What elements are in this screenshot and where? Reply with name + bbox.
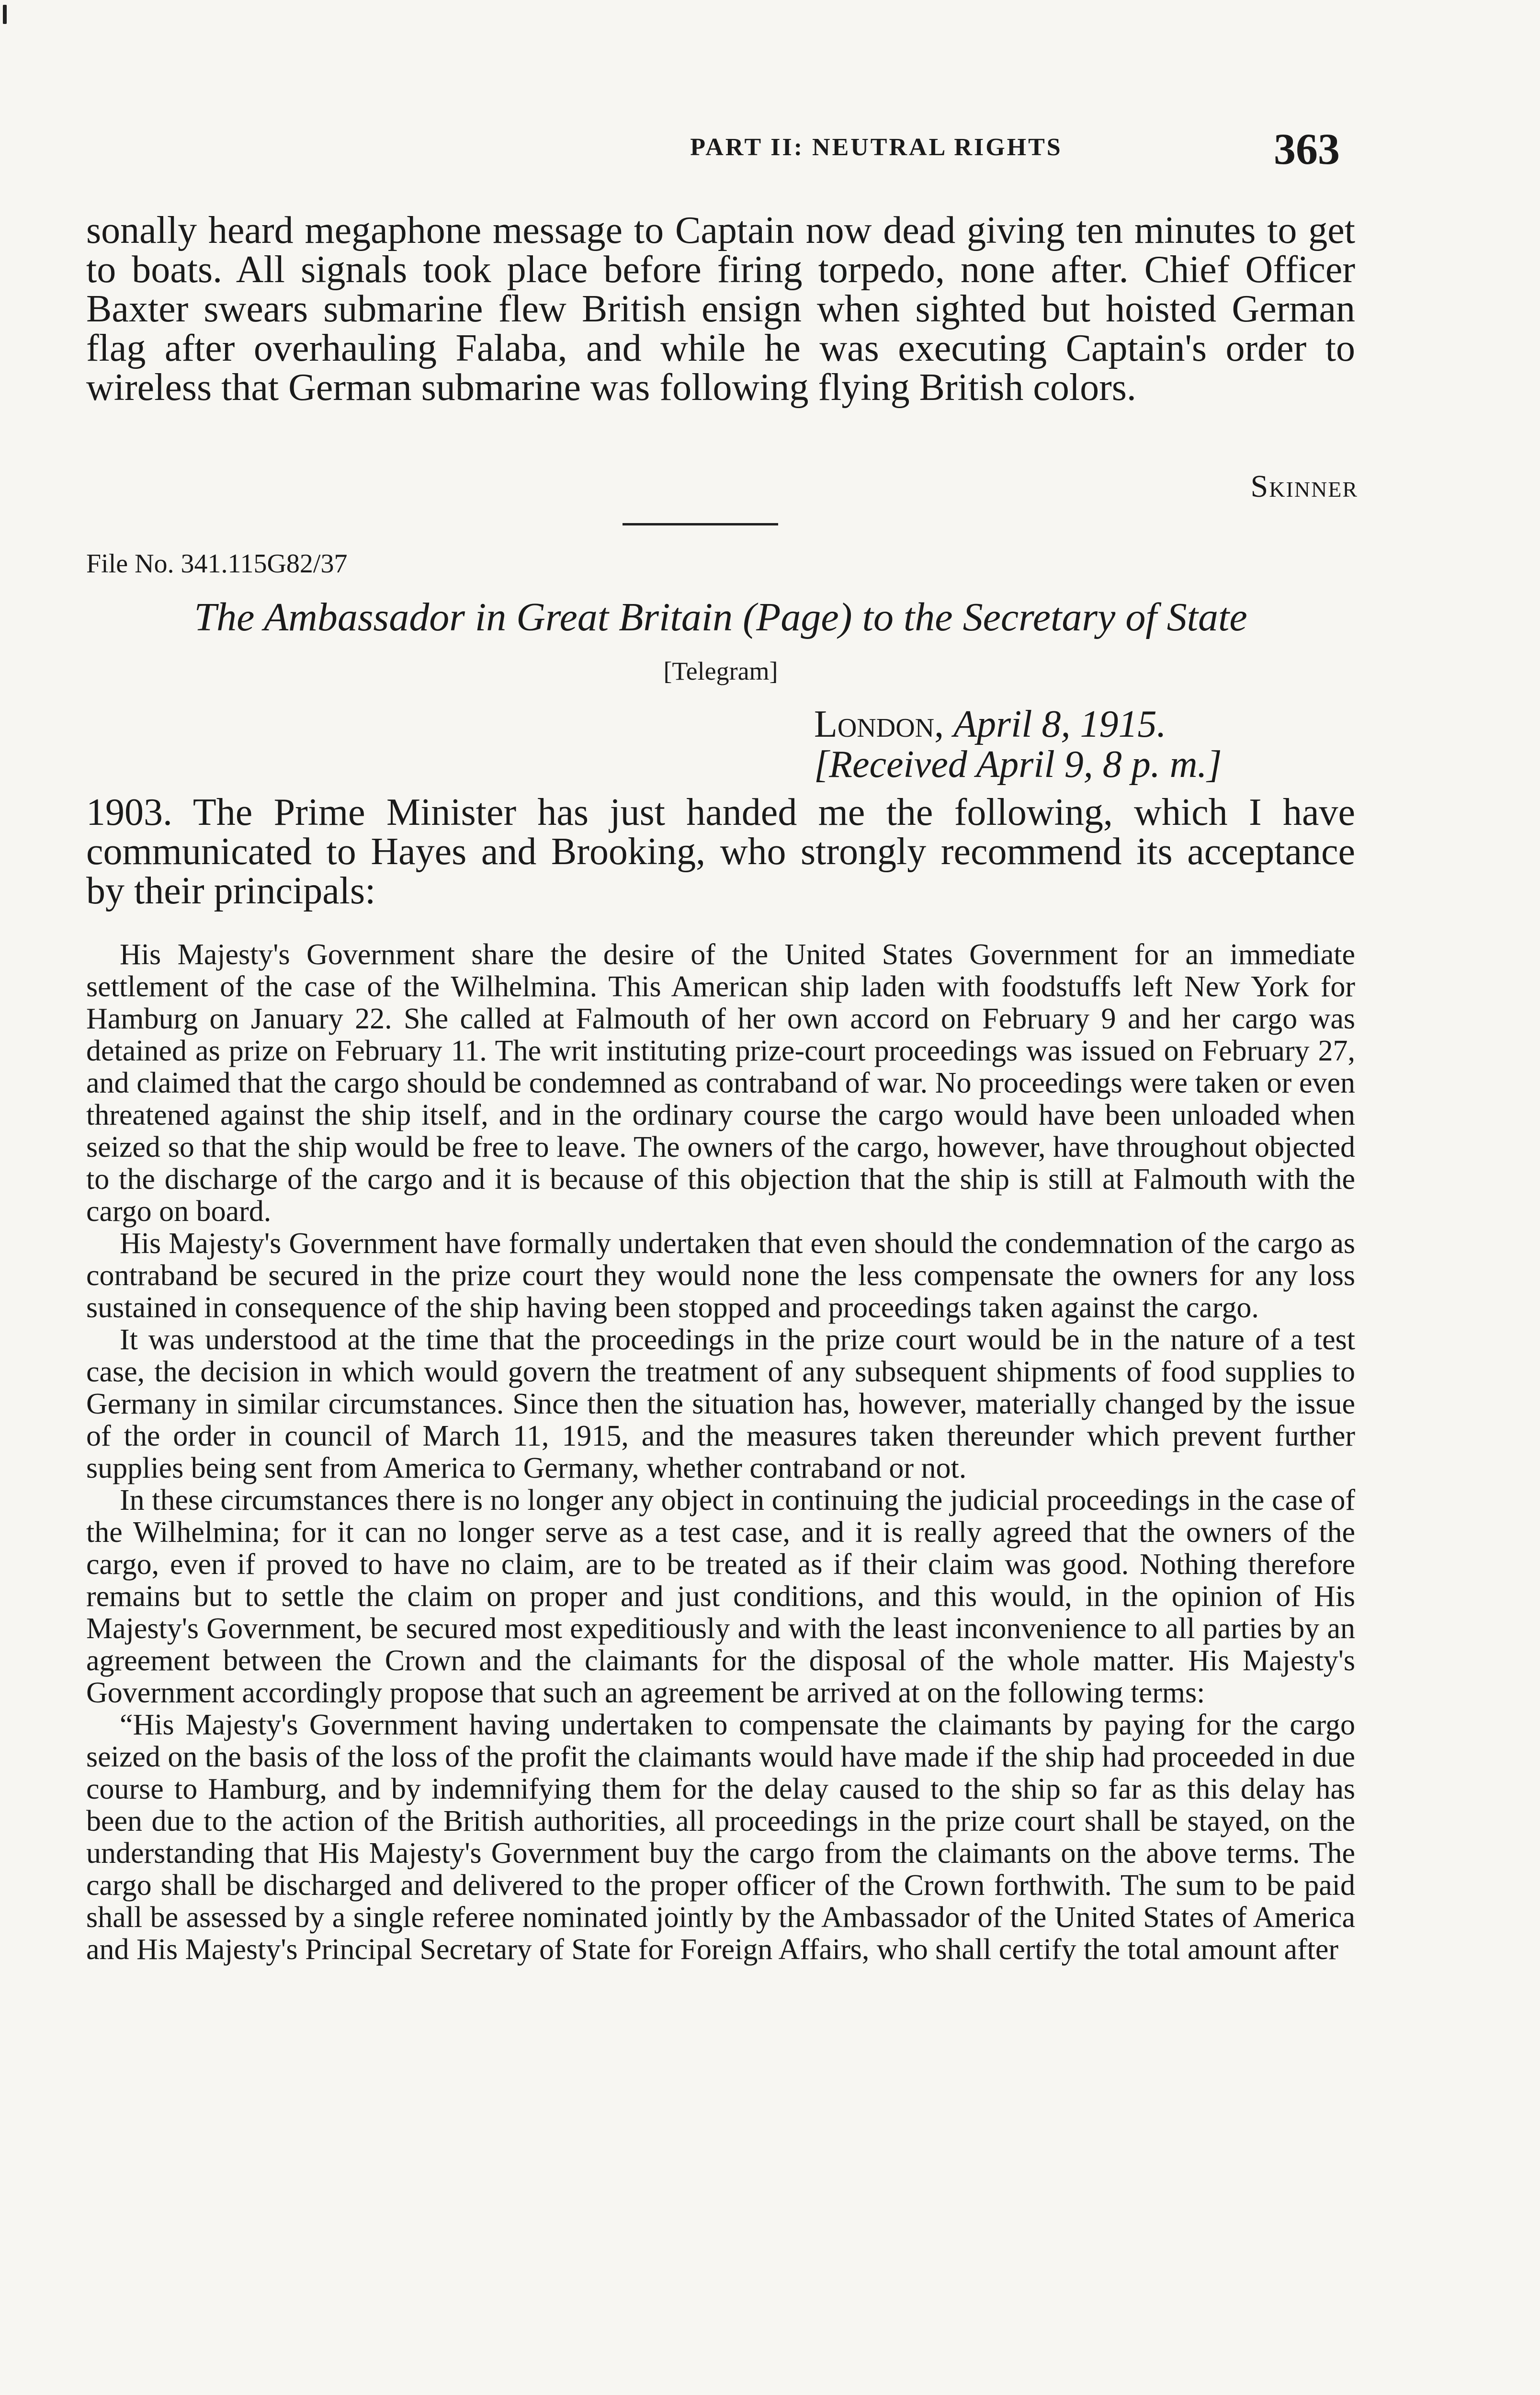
quoted-text-block xyxy=(86,939,1355,1966)
top-paragraph: sonally heard megaphone message to Captain now dead giving ten minutes to get to boats. All signals took place before firing torpedo, none after. Chief Officer Baxter swears submarine flew British ensign when sighted but hoisted German flag after overhauling Falaba, and while he was executing Captain's order to wireless that German submarine was following flying British colors. xyxy=(86,209,1355,409)
page-number: 363 xyxy=(1274,125,1340,173)
quoted-paragraph: “His Majesty's Government having undertaken to compensate the claimants by paying for the cargo seized on the basis of the loss of the profit the claimants would have made if the ship had proceeded in due course to Hamburg, and by indemnifying them for the delay caused to the ship so far as this delay has been due to the action of the British authorities, all proceedings in the prize court shall be stayed, on the understanding that His Majesty's Government buy the cargo from the claimants on the above terms. The cargo shall be discharged and delivered to the proper officer of the Crown forthwith. The sum to be paid shall be assessed by a single referee nominated jointly by the Ambassador of the United States of America and His Majesty's Principal Secretary of State for Foreign Affairs, who shall certify the total amount after xyxy=(86,1709,1355,1966)
dateline-date: April 8, 1915. xyxy=(953,703,1166,745)
section-divider xyxy=(623,523,778,525)
intro-paragraph: 1903. The Prime Minister has just handed me the following, which I have communicated to Hayes and Brooking, who strongly recommend its acceptance by their principals: xyxy=(86,791,1355,912)
intro-paragraph-block xyxy=(86,793,1355,911)
dateline-received: [Received April 9, 8 p. m.] xyxy=(814,743,1222,786)
document-title: The Ambassador in Great Britain (Page) to the Secretary of State xyxy=(194,595,1247,639)
quoted-paragraph: It was understood at the time that the proceedings in the prize court would be in the nature of a test case, the decision in which would govern the treatment of any subsequent shipments of food supplies to Germany in similar circumstances. Since then the situation has, however, materially changed by the issue of the order in council of March 11, 1915, and the measures taken thereunder which prevent further supplies being sent from America to Germany, whether contraband or not. xyxy=(86,1323,1355,1484)
document-type: [Telegram] xyxy=(663,657,778,685)
quoted-paragraph: His Majesty's Government have formally undertaken that even should the condemnation of the cargo as contraband be secured in the prize court they would none the less compensate the owners for any loss sustained in consequence of the ship having been stopped and proceedings taken against the cargo. xyxy=(86,1227,1355,1324)
running-header: PART II: NEUTRAL RIGHTS xyxy=(690,134,1063,161)
quoted-paragraph: In these circumstances there is no longer any object in continuing the judicial proceedings in the case of the Wilhelmina; for it can no longer serve as a test case, and it is really agreed that the owners of the cargo, even if proved to have no claim, are to be treated as if their claim was good. Nothing therefore remains but to settle the claim on proper and just conditions, and this would, in the opinion of His Majesty's Government, be secured most expeditiously and with the least inconvenience to all parties by an agreement between the Crown and the claimants for the disposal of the whole matter. His Majesty's Government accordingly propose that such an agreement be arrived at on the following terms: xyxy=(86,1484,1355,1709)
signature: Skinner xyxy=(1250,469,1358,504)
quoted-paragraph: His Majesty's Government share the desire of the United States Government for an immediate settlement of the case of the Wilhelmina. This American ship laden with foodstuffs left New York for Hamburg on January 22. She called at Falmouth of her own accord on February 9 and her cargo was detained as prize on February 11. The writ instituting prize-court proceedings was issued on February 27, and claimed that the cargo should be condemned as contraband of war. No proceedings were taken or even threatened against the ship itself, and in the ordinary course the cargo would have been unloaded when seized so that the ship would be free to leave. The owners of the cargo, however, have throughout objected to the discharge of the cargo and it is because of this objection that the ship is still at Falmouth with the cargo on board. xyxy=(86,938,1355,1228)
file-number: File No. 341.115G82/37 xyxy=(86,549,348,579)
scan-mark xyxy=(3,5,7,24)
dateline xyxy=(814,704,1222,785)
top-paragraph-block xyxy=(86,211,1355,407)
dateline-place: London, xyxy=(814,703,944,745)
